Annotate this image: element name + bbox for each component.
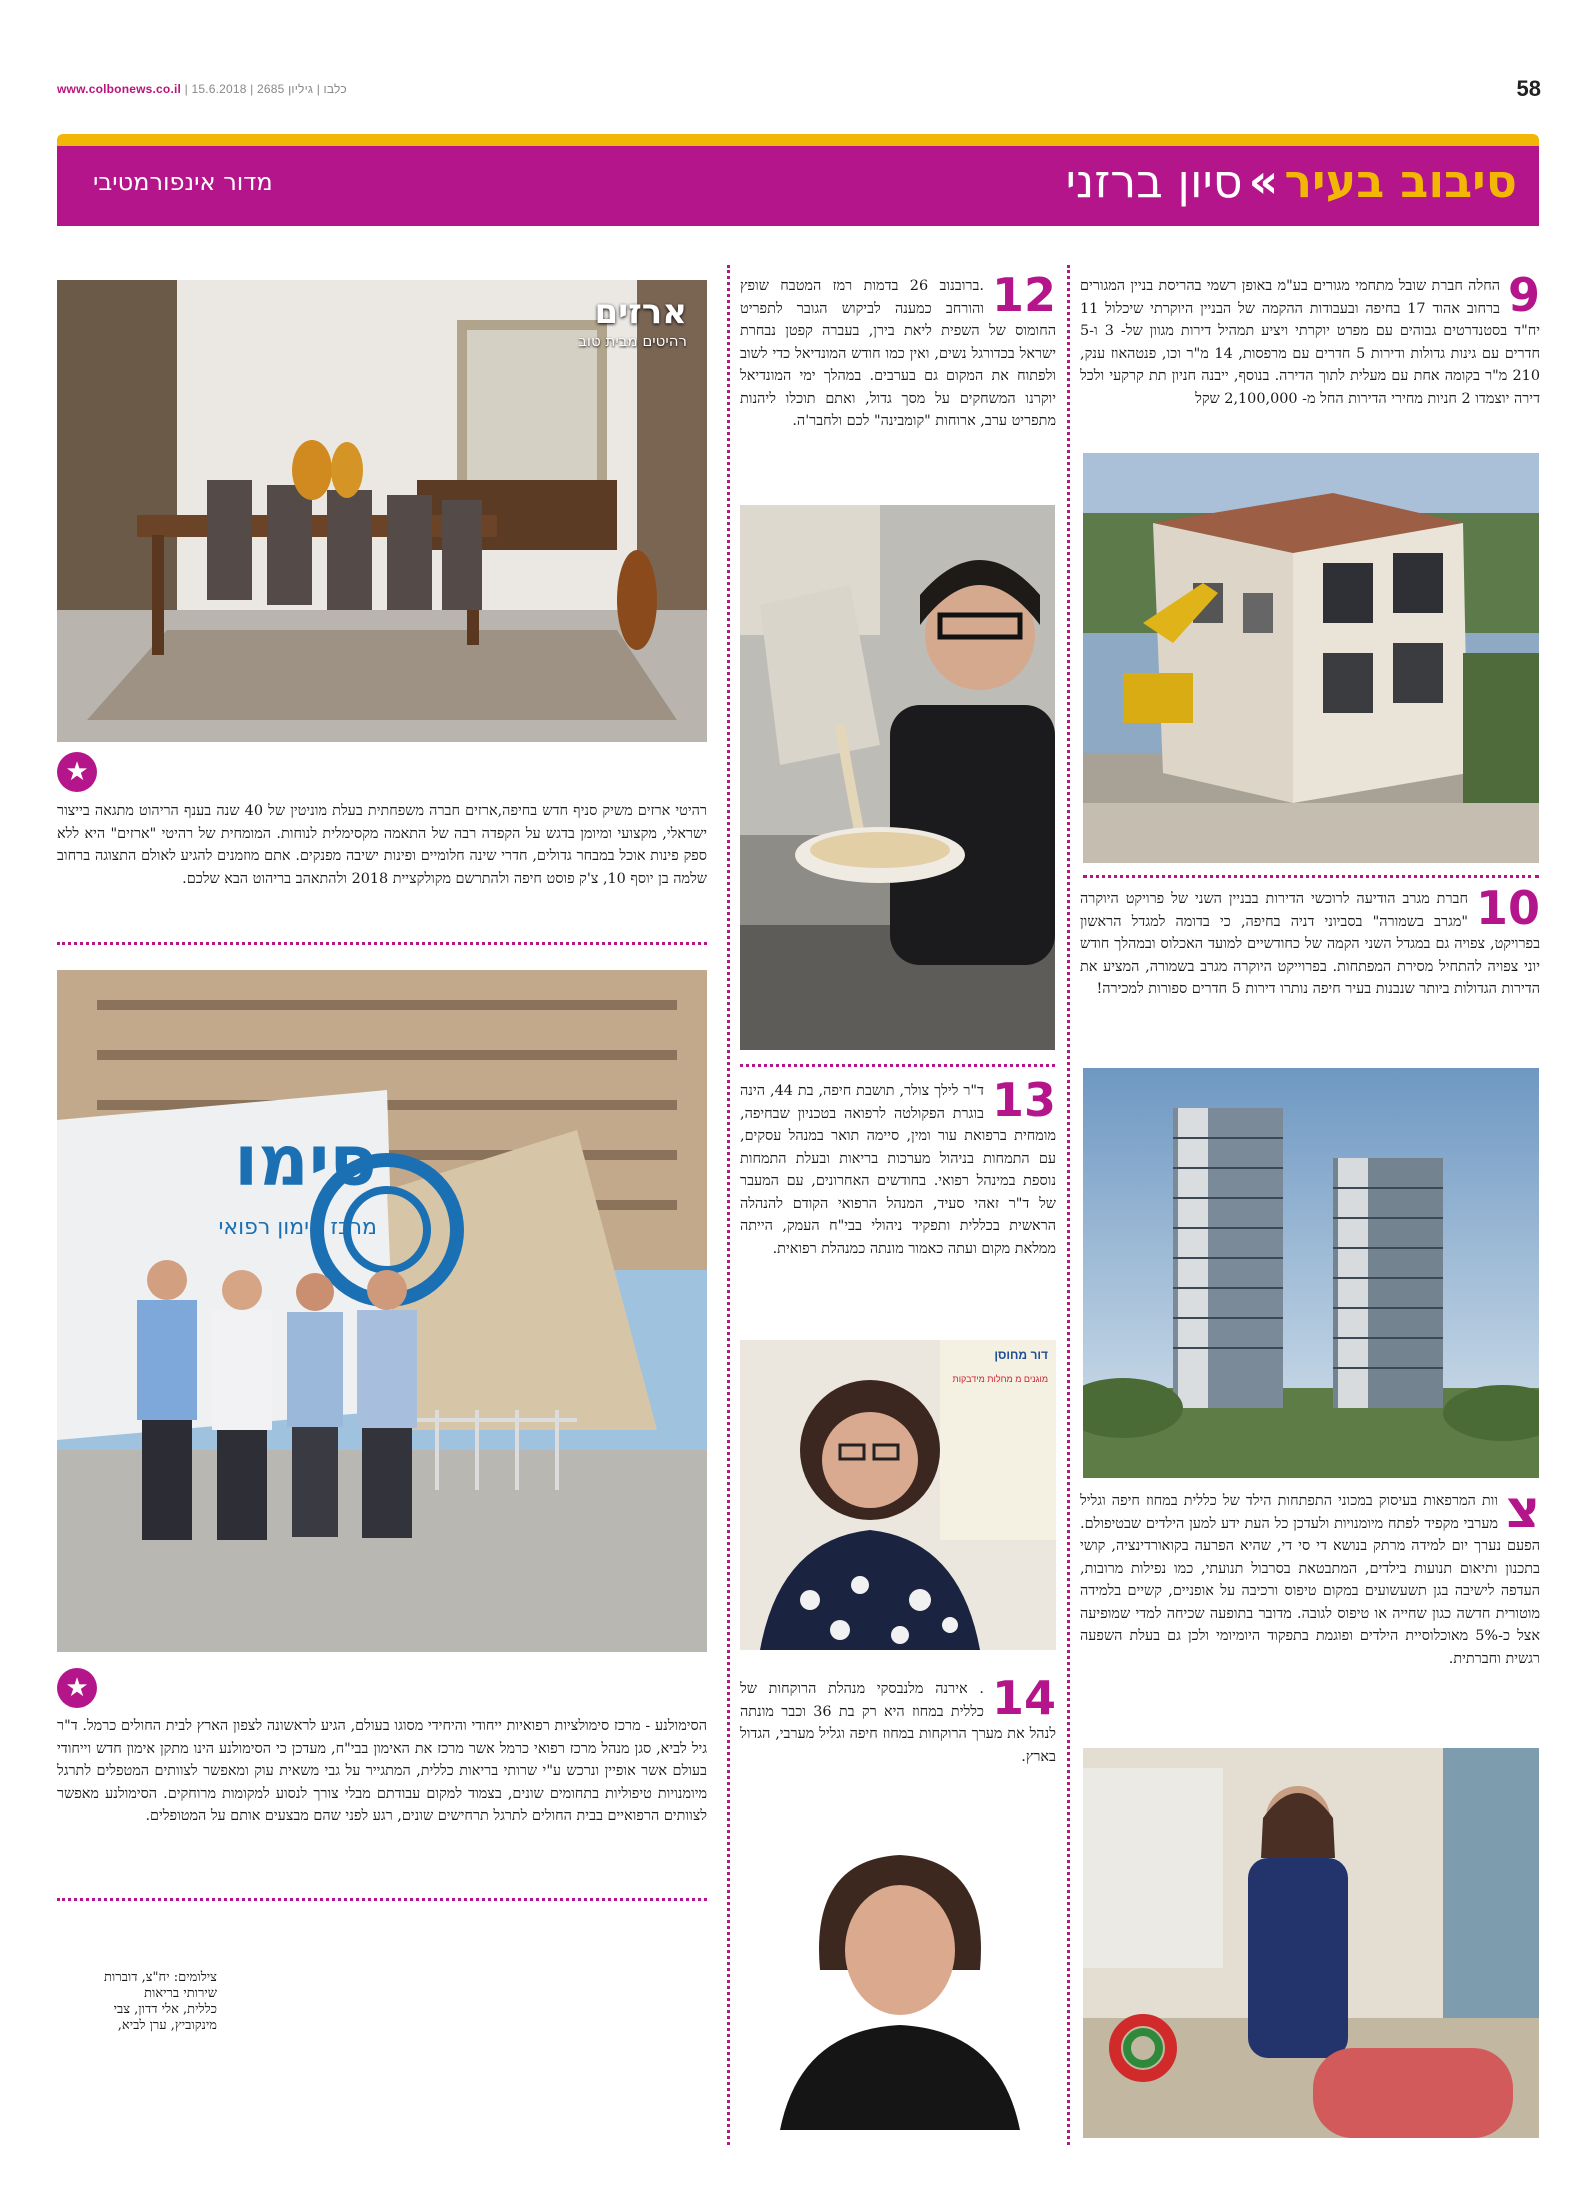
site-url[interactable] — [57, 82, 347, 96]
banner-accent — [57, 134, 1539, 146]
truck-logo-text: סימו — [234, 1120, 377, 1202]
item-10 — [1080, 881, 1540, 1001]
demolition-photo — [1083, 453, 1539, 863]
item-arazim — [57, 800, 707, 890]
item-number: 12 — [991, 268, 1056, 322]
chef-photo — [740, 505, 1055, 1050]
item-divider — [1083, 875, 1539, 878]
ad-brand: ארזים — [594, 292, 687, 332]
furniture-ad-photo[interactable] — [57, 280, 707, 742]
item-text: . אירנה מלנבסקי מנהלת הרוקחות של כללית במחוז היא רק בת 36 וכבר מונתה לנהל את מערך הרוקחות במחוז חיפה וגליל מערבי, הגדול בארץ. — [740, 1681, 1056, 1765]
credits-line: שירותי בריאות — [144, 1986, 217, 2001]
section-author: סיון ברזני — [1065, 154, 1243, 208]
page-number: 58 — [1516, 76, 1541, 101]
poster-line: מוגנים מ מחלות מידבקות — [952, 1374, 1048, 1384]
item-simulation — [57, 1715, 707, 1828]
site-url-text[interactable]: www.colbonews.co.il — [57, 82, 182, 96]
item-divider — [740, 1064, 1055, 1067]
item-number: 13 — [991, 1073, 1056, 1127]
therapist-photo — [1083, 1748, 1539, 2138]
item-number: 9 — [1507, 268, 1540, 322]
item-text: הסימולנע - מרכז סימולציות רפואיות ייחודי והיחידי מסוגו בעולם, הגיע לראשונה לצפון הארץ לבית החולים כרמל. ד"ר גיל לביא, סגן מנהל מרכז רפואי כרמל אשר מרכז את האימון בבי"ח, מעדכן כי הסימולנע הינו מתקן אימון חדש וייחודי בעולם אשר אופיין ונרכש ע"י שרותי בריאות כללית, המתגייר על גבי משאית עוק ומאפשר לצוותים המטפלים לתרגל מיומנויות טיפוליות בתחומים שונים, בצמוד למקום עבודתם מבלי צורך לנסוע למקומות מרוחקים. הסימולנע מאפשר לצוותים הרפואיים בבית החולים לתרגל תרחישים שונים, רגע לפני שהם מבצעים אותם על המטופלים. — [57, 1718, 707, 1824]
item-14 — [740, 1671, 1056, 1768]
section-subtitle: מדור אינפורמטיבי — [93, 168, 273, 196]
item-divider — [57, 1898, 707, 1901]
column-divider — [727, 265, 730, 2145]
item-number: 10 — [1475, 881, 1540, 935]
item-13 — [740, 1073, 1056, 1260]
item-number: 14 — [991, 1671, 1056, 1725]
section-title-text: סיבוב בעיר — [1284, 154, 1517, 208]
star-icon: ★ — [57, 752, 97, 792]
poster-title: דור מחוסן — [994, 1348, 1048, 1362]
double-chevron-icon: » — [1248, 154, 1279, 208]
star-icon: ★ — [57, 1668, 97, 1708]
item-text: רהיטי ארזים משיק סניף חדש בחיפה,ארזים חברה משפחתית בעלת מוניטין של 40 שנה בענף הריהוט מתגאה בייצור ישראלי, מקצועי ומיומן בדגש על הקפדה רבה של התאמה מקסימלית לנוחות. המומחית של רהיטי "ארזים" היא ללא ספק פינות אוכל במבחר גדולים, חדרי שינה חלומיים ופינות ישיבה מפנקים. אתם מוזמנים להגיע לאולם התצוגה ברחוב שלמה בן יוסף 10, צ'ק פוסט חיפה ולהתרשם מקולקציית 2018 ולהתאהב בריהוט הבא שלכם. — [57, 803, 707, 887]
item-text: חברת מגרב הודיעה לרוכשי הדירות בבניין השני של פרויקט היוקרה "מגרב בשמורה" בסביוני דניה בחיפה, כי בדומה למגדל הראשון בפרויקט, צפויה גם במגדל השני הקמה של כחודשיים למועד האכלוס ובמהלך חודש יוני צפויה להתחיל מסירת המפתחות. בפרוייקט היוקרה מגרב בשמורה, המציע את הדירות הגדולות ביותר שנבנות בעיר חיפה נותרו דירות 5 חדרים ספורות למכירה! — [1080, 891, 1540, 997]
doctor-portrait — [740, 1340, 1056, 1650]
item-text: וות המרפאות בעיסוק במכוני התפתחות הילד של כללית במחוז חיפה וגליל מערבי מקפיד לפתח מיומנויות ולעדכן כל העת ידע למען הילדים שבטיפולם. הפעם נערך יום למידה מרתק בנושא די סי די, שהיא הפרעה בקואורדינציה, קושי בתכנון ותיאום תנועות בילדים, המתבטאת בסרבול תנועתי, כמו נפילות מרובות, העדפה לישיבה בגן תשעשועים במקום טיפוס ורכיבה על אופניים, קשיים בלמידה מוטורית חדשה כגון שחייה או טיפוס לגובה. מדובר בתופעה שכיחה למדי שמופיעה אצל כ-5% מאוכלוסיית הילדים ופוגמת בתפקוד היומיומי ולכן גם בעלת השפעה רגשית וחברתית. — [1080, 1493, 1540, 1667]
item-9 — [1080, 268, 1540, 410]
section-title — [1066, 154, 1517, 208]
credits-line: כללית, אלי דדון, צבי — [113, 2002, 217, 2017]
pharmacist-portrait — [740, 1800, 1056, 2130]
simulation-truck-photo — [57, 970, 707, 1652]
photo-credits — [57, 1970, 217, 2034]
item-divider — [57, 942, 707, 945]
towers-photo — [1083, 1068, 1539, 1478]
column-divider — [1067, 265, 1070, 2145]
item-12 — [740, 268, 1056, 433]
item-text: ד"ר לילך צולר, תושבת חיפה, בת 44, הינה בוגרת הפקולטה לרפואה בטכניון שבחיפה, מומחית ברפואת עור ומין, סיימה תואר במנהל עסקים, עם התמחות בניהול מערכות בריאות ובעלת התמחות נוספת במינהל רפואי. בחודשים האחרונים, עם המעבר של ד"ר זאהי סעיד, המנהל הרפואי הקודם להנהלה הראשית בכללית ותפקיד ניהולי בבי"ח העמק, הייתה ממלאת מקום ועתה כאמור מונתה כמנהלת רפואית. — [740, 1083, 1056, 1257]
truck-logo-subtext: מרכז סימון רפואי — [218, 1215, 377, 1240]
item-11 — [1080, 1480, 1540, 1670]
credits-line: צילומים: יח"צ, דוברות — [103, 1970, 217, 1985]
item-text: החלה חברת שובל מתחמי מגורים בע"מ באופן רשמי בהריסת בניין המגורים ברחוב אהוד 17 בחיפה ובעבודות ההקמה של הבניין היוקרתי שיכלול 11 יח"ד בסטנדרטים גבוהים עם מפרט יוקרתי ויציע תמהיל דירות מגוון של- 3 ו-5 חדרים עם גינות גדולות ודירות 5 חדרים עם מרפסות, 14 מ"ר וכו, פנטהאוז ענק, 210 מ"ר בקומה אחת עם מעלית לתוך הדירה. בנוסף, ייבנה חניון תת קרקעי ולכל דירה יוצמדו 2 חניות מחירי הדירות החל מ- 2,100,000 שקל — [1080, 278, 1540, 407]
credits-line: מינקוביץ, ערן לביא, — [117, 2018, 217, 2033]
section-banner — [57, 146, 1539, 226]
ad-logo[interactable] — [578, 292, 687, 350]
item-number: צ — [1506, 1480, 1540, 1540]
ad-tagline: רהיטים מבית טוב — [578, 332, 687, 350]
item-text: .ברובנוב 26 בדמות רמז המטבח שופץ והורחב כמענה לביקוש הגובר לתפריט החומוס של השפית ליאת בירן, בעברה קפטן נבחרת ישראל בכדורגל נשים, ואין כמו חודש המונדיאל כדי לשוב ולפתוח את המקום גם בערבים. במהלך ימי המונדיאל יוקרנו המשחקים על מסך גדול, ואתם תוכלו ליהנות מתפריט ערב, ארוחות "קומבינה" לכם ולחבר'ה. — [740, 278, 1056, 429]
issue-meta: | כלבו | גיליון 2685 | 15.6.2018 — [184, 82, 347, 96]
